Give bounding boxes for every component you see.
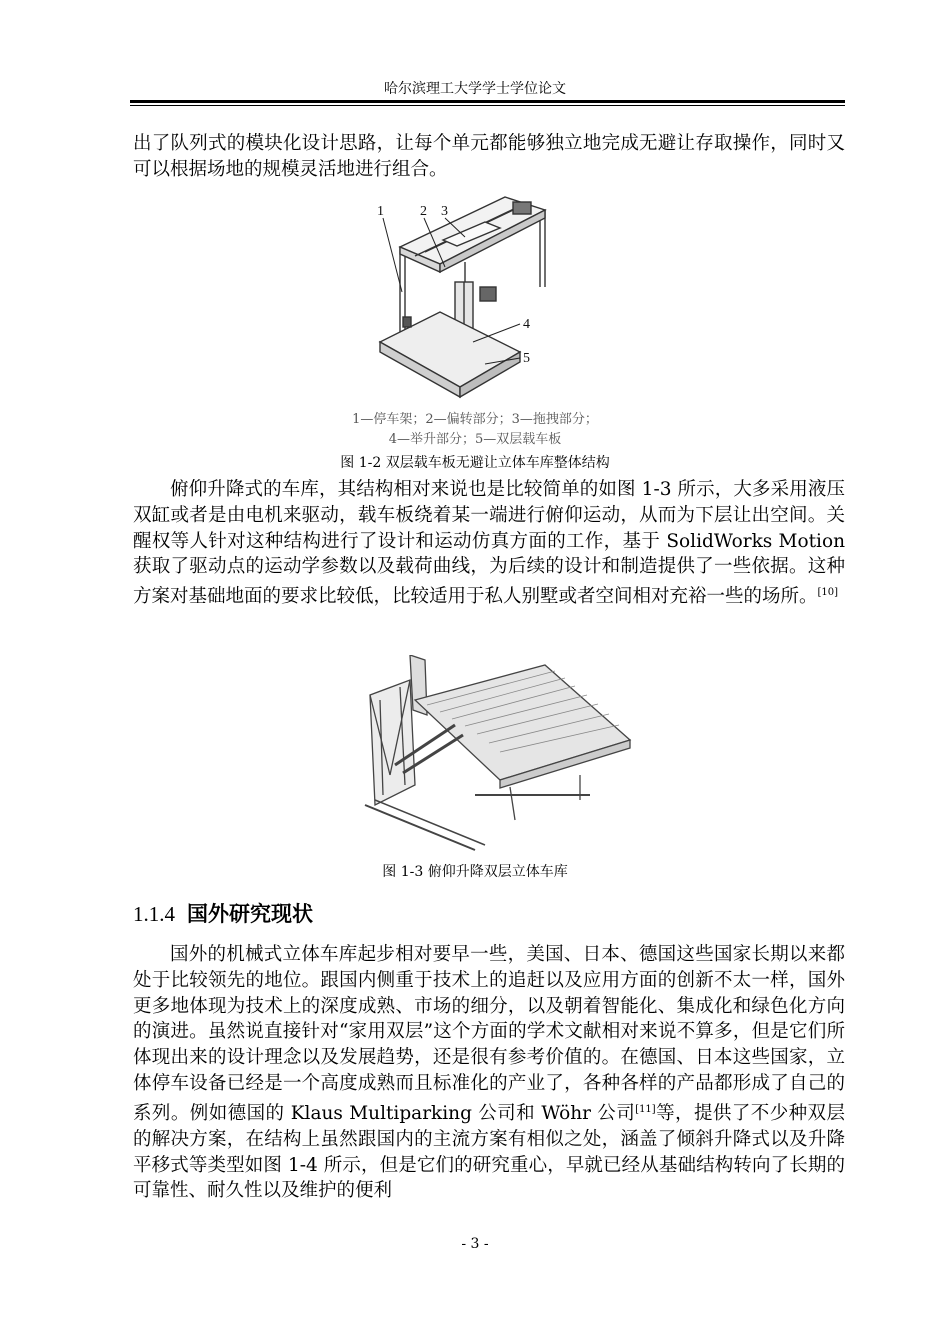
paragraph-3-text-a: 国外的机械式立体车库起步相对要早一些，美国、日本、德国这些国家长期以来都处于比较领先的地位。跟国内侧重于技术上的追赶以及应用方面的创新不太一样，国外更多地体现为技术上的深度成熟、市场的细分，以及朝着智能化、集成化和绿色化方向的演进。虽然说直接针对“家用双层”这个方面的学术文献相对来说不算多，但是它们所体现出来的设计理念以及发展趋势，还是很有参考价值的。在德国、日本这些国家，立体停车设备已经是一个高度成熟而且标准化的产业了，各种各样的产品都形成了自己的系列。例如德国的 Klaus Multiparking 公司和 Wöhr 公司 xyxy=(133,944,845,1124)
paragraph-3-text-b: 等，提供了不少种双层的解决方案，在结构上虽然跟国内的主流方案有相似之处，涵盖了倾斜升降式以及升降平移式等类型如图 1-4 所示，但是它们的研究重心，早就已经从基础结构转向了长期的可靠性、耐久性以及维护的便利 xyxy=(133,1102,845,1202)
paragraph-2-text: 俯仰升降式的车库，其结构相对来说也是比较简单的如图 1-3 所示，大多采用液压双缸或者是由电机来驱动，载车板绕着某一端进行俯仰运动，从而为下层让出空间。关醒权等人针对这种结构进行了设计和运动仿真方面的工作，基于 SolidWorks Motion 获取了驱动点的运动学参数以及载荷曲线，为后续的设计和制造提供了一些依据。这种方案对基础地面的要求比较低，比较适用于私人别墅或者空间相对充裕一些的场所。 xyxy=(133,479,845,608)
figure-label-4: 4 xyxy=(523,317,530,332)
paragraph-1: 出了队列式的模块化设计思路，让每个单元都能够独立地完成无避让存取操作，同时又可以根据场地的规模灵活地进行组合。 xyxy=(133,133,845,180)
reference-11: [11] xyxy=(635,1103,656,1115)
figure-label-2: 2 xyxy=(420,204,427,219)
section-title: 国外研究现状 xyxy=(187,902,313,926)
paragraph-2 xyxy=(133,477,845,610)
figure-label-1: 1 xyxy=(377,204,384,219)
header-rule-thin xyxy=(130,105,845,106)
figure-label-5: 5 xyxy=(523,351,530,366)
figure-1-3-tilting-parking xyxy=(355,655,635,855)
section-heading xyxy=(133,898,313,928)
figure-1-2-legend-line-1: 1—停车架；2—偏转部分；3—拖拽部分； xyxy=(352,412,598,427)
figure-1-3-caption: 图 1-3 俯仰升降双层立体车库 xyxy=(382,864,568,880)
paragraph-3 xyxy=(133,942,845,1204)
header-rule-thick xyxy=(130,100,845,103)
figure-1-2-legend-line-2: 4—举升部分；5—双层载车板 xyxy=(388,432,562,447)
figure-label-3: 3 xyxy=(441,204,448,219)
page-header: 哈尔滨理工大学学士学位论文 xyxy=(384,81,566,97)
page-number: - 3 - xyxy=(461,1236,489,1252)
figure-1-2-parking-structure xyxy=(345,192,635,414)
figure-1-2-caption: 图 1-2 双层载车板无避让立体车库整体结构 xyxy=(340,455,610,471)
section-number: 1.1.4 xyxy=(133,902,175,926)
reference-10: [10] xyxy=(817,587,839,599)
